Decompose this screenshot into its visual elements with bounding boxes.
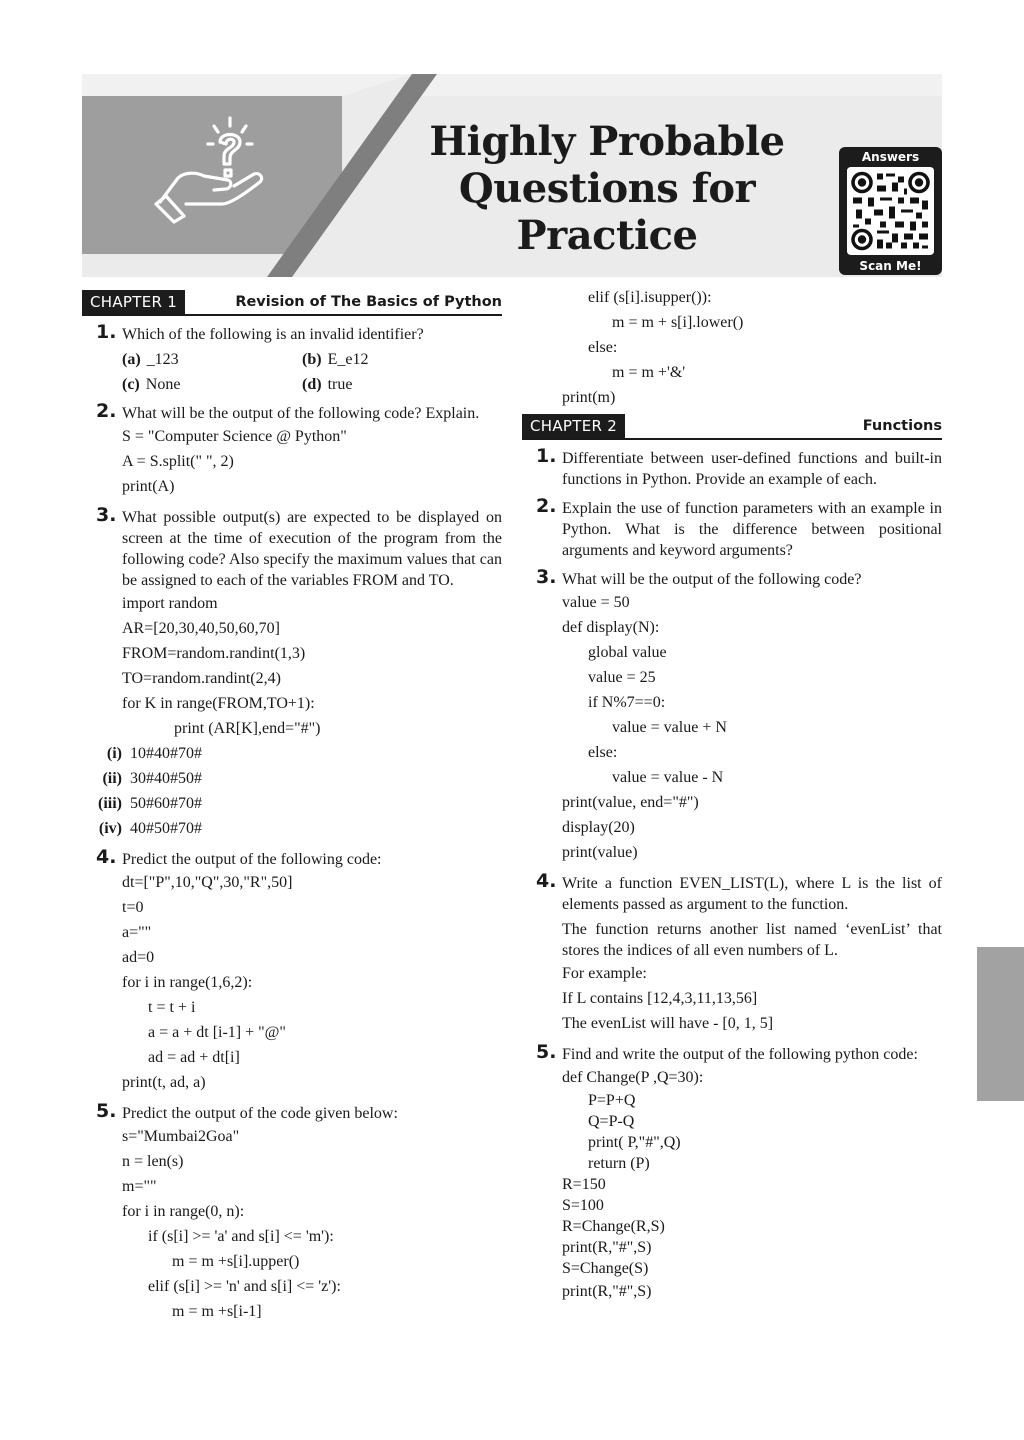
banner-title-line: Highly Probable xyxy=(429,118,785,165)
option-value: None xyxy=(145,376,181,393)
text-line: If L contains [12,4,3,11,13,56] xyxy=(562,990,758,1007)
qr-top-label: Answers xyxy=(861,150,920,164)
code-line: def Change(P ,Q=30): xyxy=(562,1069,704,1086)
code-line: value = 50 xyxy=(562,594,630,611)
question-number: 5. xyxy=(536,1041,557,1063)
code-line: ad = ad + dt[i] xyxy=(148,1049,240,1066)
code-line: for i in range(0, n): xyxy=(122,1203,245,1220)
right-column xyxy=(522,290,942,1312)
question xyxy=(522,870,942,1036)
question-number: 3. xyxy=(536,566,557,588)
question xyxy=(82,321,502,395)
qr-bottom-label: Scan Me! xyxy=(859,259,922,273)
chapter-title: Revision of The Basics of Python xyxy=(235,294,502,310)
code-line: TO=random.randint(2,4) xyxy=(122,670,281,687)
code-line: R=150 xyxy=(562,1176,606,1193)
code-line: AR=[20,30,40,50,60,70] xyxy=(122,620,280,637)
question-number: 5. xyxy=(96,1100,117,1122)
chapter-tag: CHAPTER 1 xyxy=(82,290,185,314)
chapter-2-header xyxy=(522,414,942,440)
question-text: What possible output(s) are expected to be displayed on screen at the time of execution of the program from the following code? Also specify the maximum values that can be assigned to each of the variables FROM and TO. xyxy=(122,509,502,589)
question-number: 3. xyxy=(96,504,117,526)
code-line: print(R,"#",S) xyxy=(562,1239,652,1256)
code-line: dt=["P",10,"Q",30,"R",50] xyxy=(122,874,293,891)
code-line: for i in range(1,6,2): xyxy=(122,974,253,991)
option-label: (i) xyxy=(106,745,122,762)
hand-question-bulb-icon xyxy=(152,114,272,224)
banner-title-line: Questions for xyxy=(458,165,756,212)
option xyxy=(122,374,302,395)
question-number: 4. xyxy=(536,870,557,892)
option xyxy=(106,741,502,766)
text-line: The evenList will have - [0, 1, 5] xyxy=(562,1015,774,1032)
question-text: What will be the output of the following code? Explain. xyxy=(122,405,480,422)
code-line: print( P,"#",Q) xyxy=(588,1134,681,1151)
option xyxy=(302,374,482,395)
option-label: (c) xyxy=(122,376,140,393)
chapter-title: Functions xyxy=(862,418,942,434)
option-value: 50#60#70# xyxy=(130,795,202,812)
question xyxy=(522,566,942,865)
banner-title-line: Practice xyxy=(516,212,698,259)
option-value: E_e12 xyxy=(327,351,369,368)
code-line: n = len(s) xyxy=(122,1153,184,1170)
chapter-1-header xyxy=(82,290,502,316)
banner-title xyxy=(392,118,822,259)
code-line: elif (s[i] >= 'n' and s[i] <= 'z'): xyxy=(148,1278,341,1295)
question-text: Explain the use of function parameters with an example in Python. What is the difference between positional arguments and keyword arguments? xyxy=(562,500,942,559)
question-number: 2. xyxy=(96,400,117,422)
options-grid xyxy=(122,349,502,395)
option-label: (a) xyxy=(122,351,141,368)
header-banner xyxy=(82,74,942,277)
code-line: a="" xyxy=(122,924,152,941)
code-line: display(20) xyxy=(562,819,635,836)
code-line: S = "Computer Science @ Python" xyxy=(122,428,347,445)
code-line: return (P) xyxy=(588,1155,650,1172)
code-line: else: xyxy=(588,339,618,356)
code-line: global value xyxy=(588,644,667,661)
question-number: 1. xyxy=(96,321,117,343)
question-number: 4. xyxy=(96,846,117,868)
code-line: t = t + i xyxy=(148,999,196,1016)
code-line: if (s[i] >= 'a' and s[i] <= 'm'): xyxy=(148,1228,334,1245)
code-line: if N%7==0: xyxy=(588,694,666,711)
code-line: else: xyxy=(588,744,618,761)
option-value: 30#40#50# xyxy=(130,770,202,787)
option xyxy=(122,349,302,370)
code-line: m = m + s[i].lower() xyxy=(612,314,744,331)
option-value: 10#40#70# xyxy=(130,745,202,762)
option xyxy=(98,816,502,841)
question xyxy=(522,445,942,490)
code-line: print(t, ad, a) xyxy=(122,1074,206,1091)
code-continuation xyxy=(522,285,942,410)
question xyxy=(82,400,502,499)
chapter-tag: CHAPTER 2 xyxy=(522,414,625,438)
code-line: t=0 xyxy=(122,899,144,916)
question xyxy=(82,1100,502,1324)
answers-qr-box[interactable] xyxy=(839,147,942,275)
code-line: R=Change(R,S) xyxy=(562,1218,665,1235)
option xyxy=(98,791,502,816)
code-line: value = value + N xyxy=(612,719,727,736)
code-line: elif (s[i].isupper()): xyxy=(588,289,712,306)
question-text: Differentiate between user-defined functions and built-in functions in Python. Provide an example of each. xyxy=(562,450,942,488)
question xyxy=(522,495,942,561)
code-line: m = m +'&' xyxy=(612,364,686,381)
option xyxy=(102,766,502,791)
code-line: import random xyxy=(122,595,218,612)
question-number: 2. xyxy=(536,495,557,517)
option-label: (ii) xyxy=(102,770,122,787)
question-text: Predict the output of the following code: xyxy=(122,851,382,868)
question-text: The function returns another list named ‘evenList’ that stores the indices of all even numbers of L. xyxy=(562,921,942,959)
code-line: def display(N): xyxy=(562,619,660,636)
code-line: S=100 xyxy=(562,1197,604,1214)
question-text: What will be the output of the following code? xyxy=(562,571,862,588)
question xyxy=(82,846,502,1095)
code-line: Q=P-Q xyxy=(588,1113,635,1130)
option xyxy=(302,349,482,370)
code-line: FROM=random.randint(1,3) xyxy=(122,645,306,662)
code-line: S=Change(S) xyxy=(562,1260,649,1277)
code-line: A = S.split(" ", 2) xyxy=(122,453,234,470)
option-label: (d) xyxy=(302,376,322,393)
code-line: a = a + dt [i-1] + "@" xyxy=(148,1024,286,1041)
qr-code-icon[interactable] xyxy=(847,167,934,255)
left-column xyxy=(82,290,502,1332)
option-label: (iv) xyxy=(98,820,122,837)
code-line: s="Mumbai2Goa" xyxy=(122,1128,240,1145)
code-line: value = value - N xyxy=(612,769,724,786)
code-line: print(R,"#",S) xyxy=(562,1283,652,1300)
question-text: Write a function EVEN_LIST(L), where L is the list of elements passed as argument to the function. xyxy=(562,875,942,913)
code-line: m = m +s[i-1] xyxy=(172,1303,262,1320)
question-text: Find and write the output of the following python code: xyxy=(562,1046,918,1063)
option-label: (b) xyxy=(302,351,322,368)
code-line: value = 25 xyxy=(588,669,656,686)
code-line: for K in range(FROM,TO+1): xyxy=(122,695,315,712)
code-line: print(value, end="#") xyxy=(562,794,699,811)
option-value: 40#50#70# xyxy=(130,820,202,837)
question xyxy=(522,1041,942,1304)
code-line: m = m +s[i].upper() xyxy=(172,1253,300,1270)
code-line: print(value) xyxy=(562,844,638,861)
code-line: print(m) xyxy=(562,389,616,406)
option-value: true xyxy=(327,376,353,393)
question-text: Which of the following is an invalid identifier? xyxy=(122,326,424,343)
text-line: For example: xyxy=(562,965,647,982)
question xyxy=(82,504,502,841)
code-line: print(A) xyxy=(122,478,175,495)
code-line: m="" xyxy=(122,1178,157,1195)
question-text: Predict the output of the code given below: xyxy=(122,1105,398,1122)
code-line: ad=0 xyxy=(122,949,155,966)
code-line: P=P+Q xyxy=(588,1092,636,1109)
page-edge-tab xyxy=(977,947,1024,1101)
option-value: _123 xyxy=(146,351,179,368)
question-number: 1. xyxy=(536,445,557,467)
option-label: (iii) xyxy=(98,795,122,812)
code-line: print (AR[K],end="#") xyxy=(174,720,321,737)
